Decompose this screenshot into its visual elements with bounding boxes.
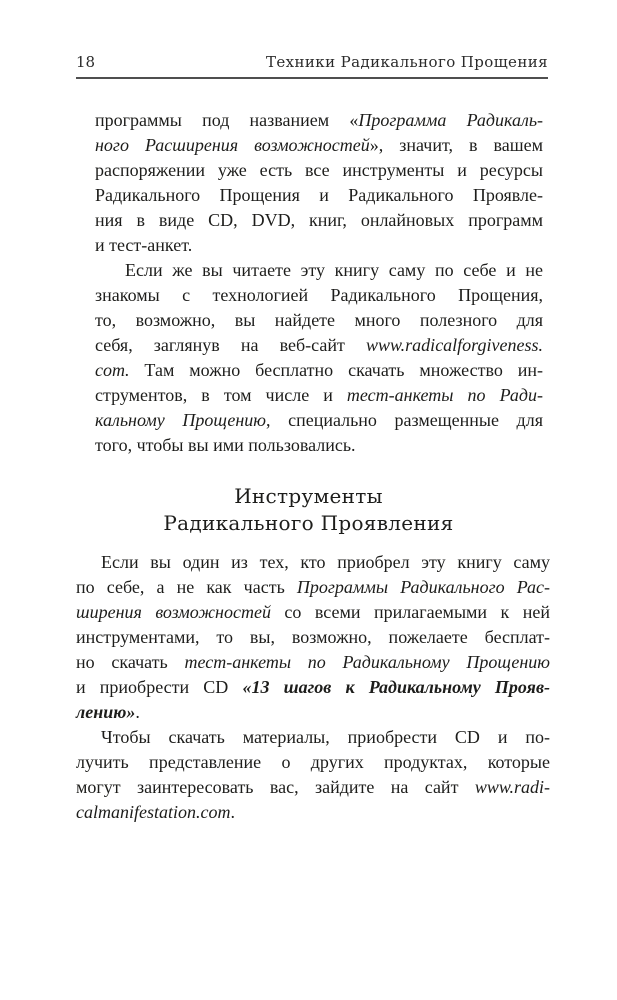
- text-line: [95, 308, 543, 333]
- text-segment: знакомы с технологией Радикального Прощения,: [95, 285, 543, 305]
- text-segment: ния в виде CD, DVD, книг, онлайновых программ: [95, 210, 543, 230]
- section-heading-line1: Инструменты: [234, 484, 383, 508]
- text-line: [95, 333, 543, 358]
- text-segment: то, возможно, вы найдете много полезного для: [95, 310, 543, 330]
- text-segment: со всеми прилагаемыми к ней: [270, 602, 550, 622]
- section-continuation: [95, 108, 543, 458]
- text-segment: Чтобы скачать материалы, приобрести CD и по-: [101, 727, 550, 747]
- text-segment: инструментами, то вы, возможно, пожелаете бесплат-: [76, 627, 550, 647]
- body-paragraph: [76, 550, 550, 725]
- text-segment: тест-анкеты по Ради-: [346, 385, 543, 405]
- text-segment: но скачать: [76, 652, 185, 672]
- text-line: [76, 550, 550, 575]
- text-line: [95, 408, 543, 433]
- text-segment: Программы Радикального Рас-: [296, 577, 551, 597]
- text-segment: ного Расширения возможностей: [95, 135, 370, 155]
- text-line: [76, 675, 550, 700]
- text-segment: могут заинтересовать вас, зайдите на сайт: [76, 777, 475, 797]
- text-line: [76, 650, 550, 675]
- text-line: [95, 358, 543, 383]
- text-segment: Радикального Прощения и Радикального Проявле-: [95, 185, 543, 205]
- text-segment: Программа Радикаль-: [358, 110, 544, 130]
- text-line: [95, 133, 543, 158]
- text-segment: и тест-анкет.: [95, 235, 193, 255]
- text-segment: распоряжении уже есть все инструменты и ресурсы: [95, 160, 543, 180]
- text-line: [76, 725, 550, 750]
- section-heading: [0, 483, 617, 537]
- text-line: [95, 283, 543, 308]
- text-line: [76, 700, 550, 725]
- text-line: [76, 625, 550, 650]
- body-paragraph: [95, 108, 543, 258]
- section-heading-line2: Радикального Проявления: [163, 511, 454, 535]
- text-segment: », значит, в вашем: [369, 135, 544, 155]
- text-segment: кальному Прощению: [95, 410, 266, 430]
- text-segment: струментов, в том числе и: [95, 385, 347, 405]
- text-line: [76, 575, 550, 600]
- text-segment: www.radicalforgiveness.: [366, 335, 543, 355]
- text-segment: лучить представление о других продуктах, которые: [76, 752, 550, 772]
- text-segment: себя, заглянув на веб-сайт: [95, 335, 366, 355]
- text-segment: ширения возможностей: [76, 602, 271, 622]
- text-segment: Если вы один из тех, кто приобрел эту книгу саму: [101, 552, 550, 572]
- text-segment: программы под названием «: [95, 110, 359, 130]
- header-rule: [76, 77, 548, 79]
- text-segment: тест-анкеты по Радикальному Прощению: [184, 652, 551, 672]
- text-segment: calmanifestation.com: [76, 802, 231, 822]
- text-line: [76, 600, 550, 625]
- body-paragraph: [76, 725, 550, 825]
- text-line: [95, 183, 543, 208]
- text-line: [76, 775, 550, 800]
- text-segment: по себе, а не как часть: [76, 577, 297, 597]
- body-paragraph: [95, 258, 543, 458]
- text-line: [95, 258, 543, 283]
- text-line: [95, 433, 543, 458]
- text-line: [95, 383, 543, 408]
- text-segment: .: [230, 802, 235, 822]
- text-segment: и приобрести CD: [76, 677, 243, 697]
- page-number: 18: [76, 53, 96, 71]
- text-segment: того, чтобы вы ими пользовались.: [95, 435, 356, 455]
- text-segment: «13 шагов к Радикальному Прояв-: [242, 677, 550, 697]
- running-header: [76, 53, 548, 71]
- text-segment: лению»: [76, 702, 136, 722]
- running-title: Техники Радикального Прощения: [265, 53, 548, 71]
- text-line: [95, 108, 543, 133]
- text-segment: Если же вы читаете эту книгу саму по себе и не: [125, 260, 543, 280]
- text-segment: , специально размещенные для: [265, 410, 543, 430]
- text-segment: Там можно бесплатно скачать множество ин-: [129, 360, 543, 380]
- section-tools: [76, 550, 550, 825]
- text-segment: .: [135, 702, 140, 722]
- text-line: [76, 750, 550, 775]
- text-line: [95, 158, 543, 183]
- text-line: [95, 208, 543, 233]
- text-segment: www.radi-: [474, 777, 550, 797]
- text-line: [76, 800, 550, 825]
- text-segment: com.: [95, 360, 130, 380]
- text-line: [95, 233, 543, 258]
